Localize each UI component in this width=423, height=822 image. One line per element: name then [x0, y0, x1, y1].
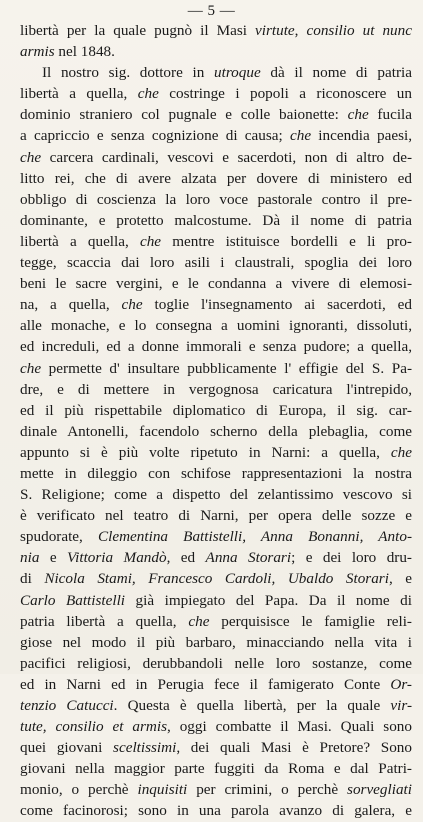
- italic-text-segment: inquisiti: [137, 781, 188, 799]
- text-line: [20, 252, 412, 273]
- text-segment: dà il nome di patria: [260, 64, 412, 82]
- text-line: [20, 779, 412, 800]
- text-segment: , dei quali Masi è Pretore? Sono: [176, 739, 412, 757]
- text-line: [20, 147, 412, 168]
- text-segment: libertà a quella,: [20, 232, 140, 250]
- text-segment: dominio straniero col pugnale e colle baionette:: [20, 106, 348, 124]
- italic-text-segment: che: [121, 296, 143, 314]
- text-line: [20, 442, 412, 463]
- italic-text-segment: consilio ut nunc: [306, 22, 412, 39]
- text-segment: alle monache, e lo consegna a uomini ignoranti, dissoluti,: [20, 317, 412, 335]
- text-segment: e: [39, 549, 67, 567]
- text-segment: . Questa è quella libertà, per la quale: [113, 697, 391, 714]
- italic-text-segment: nia: [20, 549, 40, 567]
- text-line: [20, 41, 412, 62]
- text-segment: libertà per la quale pugnò il Masi: [20, 22, 256, 39]
- text-line: [20, 463, 412, 484]
- text-segment: litto rei, che di avere alzata per dovere di ministero ed: [20, 169, 412, 187]
- text-segment: monio, o perchè: [20, 781, 138, 799]
- text-segment: giose nel modo il più barbaro, minacciando nella vita i: [20, 633, 412, 651]
- text-segment: ed increduli, ed a donne immorali e senza pudore; a quella,: [20, 338, 412, 356]
- text-segment: S. Religione; come a dispetto del zelantissimo vescovo si: [20, 486, 412, 504]
- text-line: [20, 695, 412, 716]
- italic-text-segment: che: [137, 85, 159, 103]
- italic-text-segment: vir-: [390, 697, 412, 714]
- text-segment: dinale Antonelli, facendolo scherno della plebaglia, come: [20, 422, 412, 440]
- text-segment: è verificato nel teatro di Narni, per opera delle sozze e: [20, 507, 412, 525]
- text-segment: , oggi combatte il Masi. Quali sono: [166, 718, 412, 736]
- text-segment: ed in Narni ed in Perugia fece il famigerato Conte: [20, 675, 391, 693]
- text-line: [20, 62, 412, 83]
- italic-text-segment: utroque: [214, 64, 261, 82]
- italic-text-segment: che: [20, 148, 42, 166]
- text-segment: dre, e di mettere in vergognosa caricatura l'intrepido,: [20, 380, 412, 398]
- page-body-text: [20, 20, 412, 822]
- text-segment: ,: [294, 22, 307, 39]
- text-segment: fucila: [368, 106, 412, 124]
- text-segment: di: [20, 570, 45, 588]
- italic-text-segment: Clementina Battistelli, Anna Bonanni, Anto-: [98, 528, 412, 546]
- italic-text-segment: Anna Storari: [205, 549, 292, 567]
- text-line: [20, 210, 412, 231]
- text-segment: mentre istituisce bordelli e li pro-: [161, 232, 412, 250]
- text-segment: toglie l'insegnamento ai sacerdoti, ed: [142, 296, 412, 314]
- italic-text-segment: che: [188, 612, 210, 630]
- text-segment: permette d' insultare pubblicamente l' effigie del S. Pa-: [41, 359, 412, 377]
- italic-text-segment: che: [20, 359, 42, 377]
- text-segment: mette in dileggio con schifose rappresentazioni la nostra: [20, 464, 412, 482]
- text-segment: come facinorosi; sono in una parola avanzo di galera, e: [20, 802, 412, 820]
- text-line: [20, 104, 412, 125]
- text-line: [20, 336, 412, 357]
- text-line: [20, 568, 412, 589]
- text-segment: libertà a quella,: [20, 85, 138, 103]
- text-line: [20, 800, 412, 821]
- italic-text-segment: Or-: [390, 675, 412, 693]
- text-segment: a capriccio e senza cognizione di causa;: [20, 127, 290, 145]
- text-segment: pacifici religiosi, derubbandoli nelle loro sostanze, come: [20, 654, 412, 672]
- text-segment: , e: [388, 570, 412, 588]
- text-line: [20, 315, 412, 336]
- text-segment: perquisisce le famiglie reli-: [209, 612, 412, 630]
- text-line: [20, 758, 412, 779]
- text-line: [20, 716, 412, 737]
- text-segment: nel 1848.: [54, 43, 115, 61]
- text-segment: Il nostro sig. dottore in: [42, 64, 214, 82]
- text-line: [20, 590, 412, 611]
- italic-text-segment: Carlo Battistelli: [20, 591, 126, 609]
- text-line: [20, 358, 412, 379]
- text-line: [20, 653, 412, 674]
- text-line: [20, 83, 412, 104]
- text-line: [20, 674, 412, 695]
- text-line: [20, 632, 412, 653]
- italic-text-segment: tute, consilio et armis: [20, 718, 167, 736]
- text-line: [20, 484, 412, 505]
- italic-text-segment: armis: [20, 43, 55, 61]
- text-line: [20, 20, 412, 41]
- text-line: [20, 400, 412, 421]
- text-segment: ; e dei loro dru-: [291, 549, 412, 567]
- text-segment: carcera cardinali, vescovi e sacerdoti, non di altro de-: [41, 148, 412, 166]
- text-segment: ed il più rispettabile diplomatico di Europa, il sig. car-: [20, 401, 412, 419]
- italic-text-segment: che: [139, 232, 162, 250]
- text-segment: già impiegato del Papa. Da il nome di: [125, 591, 412, 609]
- text-segment: quei giovani: [20, 739, 114, 757]
- text-line: [20, 526, 412, 547]
- italic-text-segment: che: [289, 127, 312, 145]
- italic-text-segment: Nicola Stami, Francesco Cardoli, Ubaldo Storari: [44, 570, 389, 588]
- italic-text-segment: che: [347, 106, 369, 124]
- text-line: [20, 168, 412, 189]
- text-segment: giovani nella maggior parte fuggiti da Roma e dal Patri-: [20, 760, 412, 778]
- text-line: [20, 231, 412, 252]
- text-segment: tegge, scaccia dai loro asili i claustrali, spoglia dei loro: [20, 254, 412, 272]
- text-segment: , ed: [166, 549, 206, 567]
- text-line: [20, 547, 412, 568]
- text-line: [20, 294, 412, 315]
- text-line: [20, 125, 412, 146]
- text-line: [20, 737, 412, 758]
- text-segment: costringe i popoli a riconoscere un: [158, 85, 412, 103]
- text-line: [20, 379, 412, 400]
- italic-text-segment: virtute: [255, 22, 295, 39]
- text-segment: per crimini, o perchè: [187, 781, 348, 799]
- italic-text-segment: sorvegliati: [347, 781, 412, 799]
- text-segment: obbligo di coscienza la loro voce pastorale contro il pre-: [20, 190, 412, 208]
- text-line: [20, 189, 412, 210]
- text-segment: na, a quella,: [20, 296, 122, 314]
- italic-text-segment: tenzio Catucci: [20, 697, 114, 714]
- italic-text-segment: Vittoria Mandò: [67, 549, 167, 567]
- italic-text-segment: che: [390, 443, 412, 461]
- text-line: [20, 273, 412, 294]
- text-line: [20, 611, 412, 632]
- text-line: [20, 505, 412, 526]
- text-segment: patria libertà a quella,: [20, 612, 189, 630]
- text-segment: spudorate,: [20, 528, 98, 546]
- italic-text-segment: sceltissimi: [113, 739, 177, 757]
- text-line: [20, 421, 412, 442]
- page-number-header: — 5 —: [187, 3, 236, 19]
- text-segment: dominante, e protetto malcostume. Dà il nome di patria: [20, 211, 412, 229]
- text-segment: appunto si è più volte ripetuto in Narni: a quella,: [20, 443, 391, 461]
- text-segment: beni le sacre vergini, e le condanna a vivere di elemosi-: [20, 275, 412, 293]
- text-segment: incendia paesi,: [311, 127, 412, 145]
